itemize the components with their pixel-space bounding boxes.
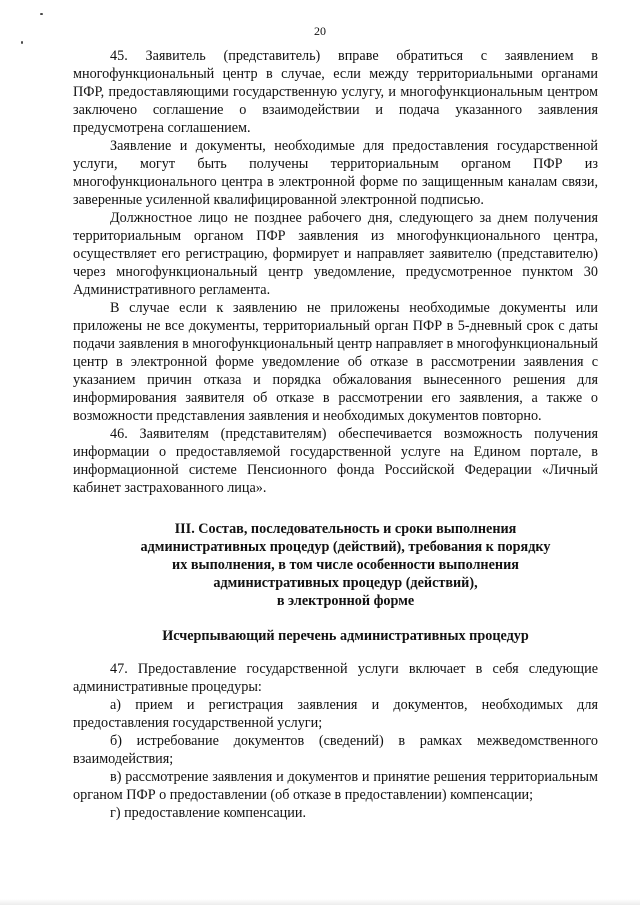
paragraph-registration: Должностное лицо не позднее рабочего дня, следующего за днем получения территориальным органом ПФР заявления из многофункционального центра, осуществляет его регистрацию, формирует и направляет заявителю (представителю) через многофункциональный центр уведомление, предусмотренное пунктом 30 Административного регламента.	[73, 210, 598, 298]
section-heading-line: административных процедур (действий),	[213, 575, 478, 591]
scan-speck	[40, 13, 43, 15]
section-heading-line: в электронной форме	[276, 593, 415, 609]
procedure-list	[73, 660, 598, 822]
body-text	[73, 47, 598, 497]
section-heading	[73, 520, 618, 610]
page-number: 20	[314, 24, 326, 38]
paragraph-45: 45. Заявитель (представитель) вправе обратиться с заявлением в многофункциональный центр в случае, если между территориальными органами ПФР, предоставляющими государственную услугу, и многофункциональным центром заключено соглашение о взаимодействии и подача указанного заявления предусмотрена соглашением.	[73, 48, 598, 136]
paragraph-application-documents: Заявление и документы, необходимые для предоставления государственной услуги, могут быть получены территориальным органом ПФР из многофункционального центра в электронной форме по защищенным каналам связи, заверенные усиленной квалифицированной электронной подписью.	[73, 138, 598, 208]
section-heading-line: административных процедур (действий), требования к порядку	[140, 539, 551, 555]
list-item: а) прием и регистрация заявления и документов, необходимых для предоставления государственной услуги;	[73, 697, 598, 731]
section-heading-line: их выполнения, в том числе особенности выполнения	[172, 557, 519, 573]
list-item: в) рассмотрение заявления и документов и принятие решения территориальным органом ПФР о предоставлении (об отказе в предоставлении) компенсации;	[73, 769, 598, 803]
list-item: г) предоставление компенсации.	[110, 805, 306, 821]
scan-speck	[21, 41, 23, 44]
list-item: б) истребование документов (сведений) в рамках межведомственного взаимодействия;	[73, 733, 598, 767]
paragraph-46: 46. Заявителям (представителям) обеспечивается возможность получения информации о предоставляемой государственной услуге на Едином портале, в информационной системе Пенсионного фонда Российской Федерации «Личный кабинет застрахованного лица».	[73, 426, 598, 496]
section-heading-line: III. Состав, последовательность и сроки выполнения	[174, 521, 517, 537]
scan-edge	[0, 899, 640, 905]
paragraph-refusal-notice: В случае если к заявлению не приложены необходимые документы или приложены не все документы, территориальный орган ПФР в 5-дневный срок с даты подачи заявления в многофункциональный центр направляет в многофункциональный центр в электронной форме уведомление об отказе в рассмотрении заявления с указанием причин отказа и порядка обжалования вынесенного решения для информирования заявителя об отказе в рассмотрении его заявления, а также о возможности представления заявления и необходимых документов повторно.	[73, 300, 598, 424]
paragraph-47: 47. Предоставление государственной услуги включает в себя следующие административные процедуры:	[73, 661, 598, 695]
subheading: Исчерпывающий перечень административных процедур	[162, 628, 529, 644]
